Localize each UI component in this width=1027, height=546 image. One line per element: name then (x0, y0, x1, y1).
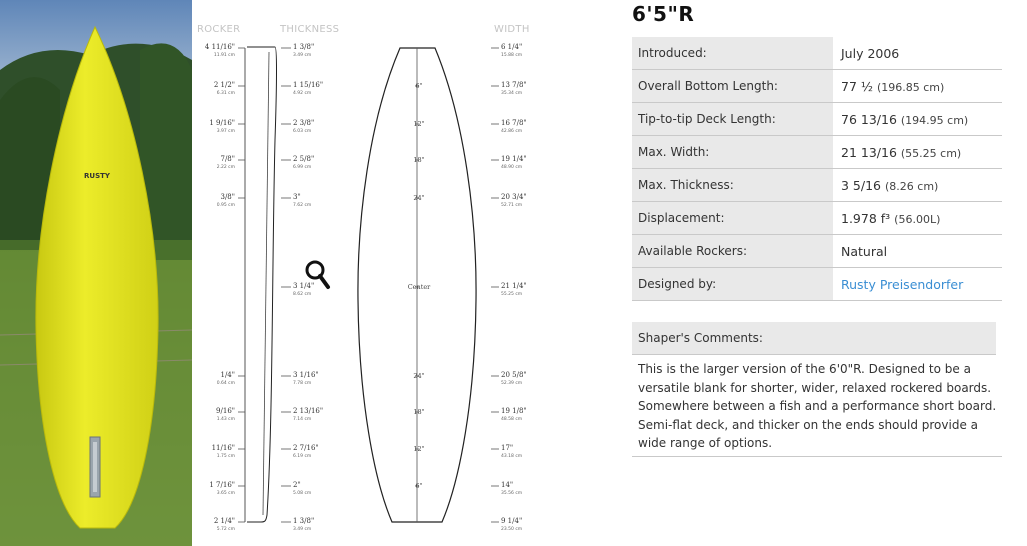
spec-metric: (55.25 cm) (900, 146, 962, 160)
station-label: 24" (413, 194, 425, 202)
rocker-measure: 2 1/4" (213, 517, 235, 525)
station-label: 12" (413, 445, 425, 453)
spec-value: July 2006 (841, 45, 900, 61)
width-measure: 6 1/4" (501, 43, 523, 51)
spec-metric: (8.26 cm) (884, 179, 939, 193)
thickness-measure-metric: 8.62 cm (293, 292, 312, 297)
thickness-measure: 2 5/8" (293, 155, 315, 163)
spec-value: 77 ½ (841, 78, 873, 94)
board-dimension-diagram (195, 0, 540, 546)
spec-row (632, 70, 1002, 103)
thickness-measure-metric: 3.49 cm (293, 527, 312, 532)
rocker-measure: 1 7/16" (209, 481, 235, 489)
width-measure: 14" (501, 481, 514, 489)
width-measure: 20 3/4" (501, 193, 527, 201)
rocker-measure-metric: 0.64 cm (216, 381, 235, 386)
spec-label: Introduced: (632, 37, 833, 70)
spec-value-cell (833, 268, 1002, 301)
rocker-measure-metric: 3.97 cm (216, 129, 235, 134)
rocker-measure: 4 11/16" (204, 43, 235, 51)
spec-value-cell (833, 136, 1002, 169)
spec-value: 76 13/16 (841, 111, 897, 127)
spec-value-cell (833, 37, 1002, 70)
station-label: 12" (413, 120, 425, 128)
thickness-measure-metric: 7.62 cm (293, 203, 312, 208)
width-measure: 9 1/4" (501, 517, 523, 525)
thickness-header: THICKNESS (280, 24, 340, 35)
spec-metric: (56.00L) (894, 212, 941, 226)
rocker-measure-metric: 5.72 cm (216, 527, 235, 532)
spec-metric: (196.85 cm) (876, 80, 945, 94)
width-measure-metric: 35.56 cm (501, 491, 523, 496)
rocker-measure-metric: 1.43 cm (216, 417, 235, 422)
thickness-measure-metric: 7.14 cm (293, 417, 312, 422)
thickness-measure: 2 3/8" (293, 119, 315, 127)
spec-value-cell (833, 70, 1002, 103)
spec-value: 1.978 f³ (841, 210, 891, 226)
designer-link[interactable]: Rusty Preisendorfer (841, 276, 964, 292)
station-label: 6" (415, 482, 423, 490)
width-measure: 19 1/8" (501, 407, 527, 415)
spec-label: Available Rockers: (632, 235, 833, 268)
spec-value-cell (833, 235, 1002, 268)
thickness-measure: 1 3/8" (293, 517, 315, 525)
thickness-measure: 3 1/16" (293, 371, 319, 379)
spec-row (632, 37, 1002, 70)
rocker-measure: 9/16" (216, 407, 235, 415)
spec-value: Natural (841, 243, 888, 259)
rocker-measure: 1 9/16" (209, 119, 235, 127)
spec-label: Designed by: (632, 268, 833, 301)
spec-label: Displacement: (632, 202, 833, 235)
spec-row (632, 268, 1002, 301)
thickness-measure: 3" (293, 193, 301, 201)
spec-value-cell (833, 202, 1002, 235)
width-measure: 19 1/4" (501, 155, 527, 163)
thickness-measure: 1 3/8" (293, 43, 315, 51)
width-measure-metric: 48.90 cm (501, 165, 523, 170)
board-title: 6'5"R (632, 2, 695, 26)
spec-row (632, 136, 1002, 169)
width-measure-metric: 23.50 cm (501, 527, 523, 532)
thickness-measure: 2" (293, 481, 301, 489)
spec-row (632, 202, 1002, 235)
spec-label: Max. Thickness: (632, 169, 833, 202)
thickness-measure-metric: 3.49 cm (293, 53, 312, 58)
rocker-measure-metric: 11.91 cm (213, 53, 235, 58)
shapers-comments-heading: Shaper's Comments: (632, 322, 996, 355)
rocker-measure: 7/8" (220, 155, 235, 163)
thickness-measure: 2 13/16" (293, 407, 324, 415)
station-label: Center (407, 283, 431, 291)
station-label: 18" (413, 408, 425, 416)
station-label: 24" (413, 372, 425, 380)
thickness-measure-metric: 7.78 cm (293, 381, 312, 386)
width-measure: 21 1/4" (501, 282, 527, 290)
thickness-measure: 1 15/16" (293, 81, 324, 89)
width-measure-metric: 52.71 cm (501, 203, 523, 208)
spec-row (632, 169, 1002, 202)
width-measure: 20 5/8" (501, 371, 527, 379)
surfboard-photo (0, 0, 192, 546)
rocker-measure: 11/16" (211, 444, 235, 452)
rocker-measure-metric: 0.95 cm (216, 203, 235, 208)
rocker-profile (247, 47, 277, 522)
spec-value: 3 5/16 (841, 177, 881, 193)
width-measure: 16 7/8" (501, 119, 527, 127)
spec-label: Overall Bottom Length: (632, 70, 833, 103)
station-label: 18" (413, 156, 425, 164)
width-measure: 13 7/8" (501, 81, 527, 89)
spec-value: 21 13/16 (841, 144, 897, 160)
rocker-header: ROCKER (197, 24, 241, 35)
width-measure: 17" (501, 444, 514, 452)
spec-row (632, 235, 1002, 268)
station-label: 6" (415, 82, 423, 90)
thickness-measure-metric: 5.08 cm (293, 491, 312, 496)
width-measure-metric: 42.86 cm (501, 129, 523, 134)
thickness-measure: 2 7/16" (293, 444, 319, 452)
rocker-measure: 3/8" (220, 193, 235, 201)
width-measure-metric: 35.34 cm (501, 91, 523, 96)
spec-label: Tip-to-tip Deck Length: (632, 103, 833, 136)
width-measure-metric: 15.88 cm (501, 53, 523, 58)
thickness-measure-metric: 6.99 cm (293, 165, 312, 170)
thickness-measure: 3 1/4" (293, 282, 315, 290)
spec-metric: (194.95 cm) (900, 113, 969, 127)
width-measure-metric: 48.58 cm (501, 417, 523, 422)
spec-table (632, 37, 1002, 301)
thickness-measure-metric: 6.19 cm (293, 454, 312, 459)
spec-value-cell (833, 103, 1002, 136)
thickness-measure-metric: 4.92 cm (293, 91, 312, 96)
rocker-measure-metric: 6.31 cm (216, 91, 235, 96)
rocker-measure: 2 1/2" (213, 81, 235, 89)
rocker-measure: 1/4" (220, 371, 235, 379)
shapers-comments-text: This is the larger version of the 6'0"R. Designed to be a versatile blank for shorter, wider, relaxed rockered boards. Somewhere between a fish and a performance short board. Semi-flat deck, and thicker on the ends should provide a wide range of options. (632, 356, 1002, 457)
spec-label: Max. Width: (632, 136, 833, 169)
width-measure-metric: 55.25 cm (501, 292, 523, 297)
rocker-measure-metric: 2.22 cm (216, 165, 235, 170)
thickness-measure-metric: 6.03 cm (293, 129, 312, 134)
board-logo: RUSTY (84, 172, 110, 180)
width-measure-metric: 52.39 cm (501, 381, 523, 386)
width-header: WIDTH (494, 24, 530, 35)
rocker-measure-metric: 3.65 cm (216, 491, 235, 496)
spec-row (632, 103, 1002, 136)
rocker-measure-metric: 1.75 cm (216, 454, 235, 459)
spec-value-cell (833, 169, 1002, 202)
width-measure-metric: 43.18 cm (501, 454, 523, 459)
